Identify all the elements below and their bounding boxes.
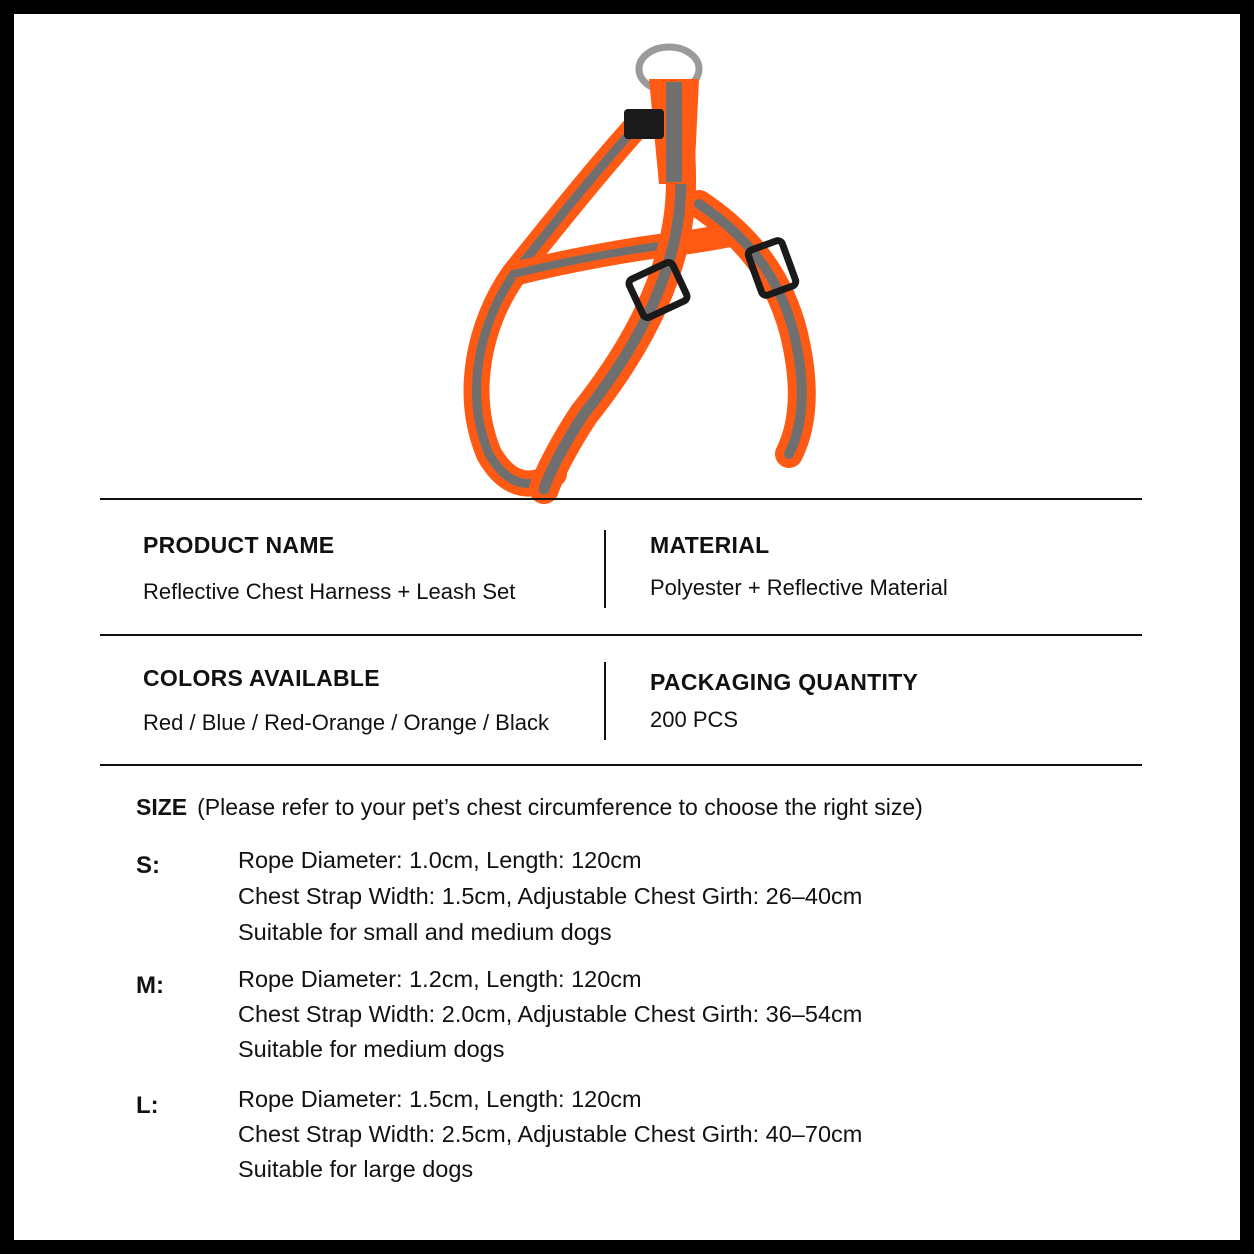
rope-spec: Rope Diameter: 1.2cm, Length: 120cm xyxy=(238,966,642,992)
suitability-text: Suitable for small and medium dogs xyxy=(238,919,612,945)
strap-spec: Chest Strap Width: 2.5cm, Adjustable Chest Girth: 40–70cm xyxy=(238,1121,863,1147)
product-name-value: Reflective Chest Harness + Leash Set xyxy=(143,579,516,604)
size-letter: M: xyxy=(136,972,164,999)
suitability-text: Suitable for medium dogs xyxy=(238,1036,505,1062)
size-note: (Please refer to your pet’s chest circumference to choose the right size) xyxy=(197,794,923,820)
product-name-label: PRODUCT NAME xyxy=(143,532,335,558)
colors-available-label: COLORS AVAILABLE xyxy=(143,665,380,691)
divider-line xyxy=(100,764,1142,766)
size-title: SIZE xyxy=(136,794,188,820)
packaging-quantity-value: 200 PCS xyxy=(650,707,739,732)
size-details xyxy=(238,1082,862,1187)
strap-spec: Chest Strap Width: 2.0cm, Adjustable Chest Girth: 36–54cm xyxy=(238,1001,863,1027)
size-details xyxy=(238,842,862,950)
column-divider xyxy=(604,530,606,608)
size-heading xyxy=(136,794,923,821)
size-details xyxy=(238,962,862,1067)
harness-product-image xyxy=(434,34,854,504)
strap-spec: Chest Strap Width: 1.5cm, Adjustable Chest Girth: 26–40cm xyxy=(238,883,863,909)
material-value: Polyester + Reflective Material xyxy=(650,575,948,600)
column-divider xyxy=(604,662,606,740)
rope-spec: Rope Diameter: 1.0cm, Length: 120cm xyxy=(238,847,642,873)
top-buckle-icon xyxy=(624,109,664,139)
divider-line xyxy=(100,634,1142,636)
packaging-quantity-label: PACKAGING QUANTITY xyxy=(650,669,919,695)
material-label: MATERIAL xyxy=(650,532,770,558)
rope-spec: Rope Diameter: 1.5cm, Length: 120cm xyxy=(238,1086,642,1112)
size-letter: S: xyxy=(136,852,160,879)
divider-line xyxy=(100,498,1142,500)
colors-available-value: Red / Blue / Red-Orange / Orange / Black xyxy=(143,710,549,735)
suitability-text: Suitable for large dogs xyxy=(238,1156,474,1182)
page-frame xyxy=(14,14,1240,1240)
size-letter: L: xyxy=(136,1092,159,1119)
